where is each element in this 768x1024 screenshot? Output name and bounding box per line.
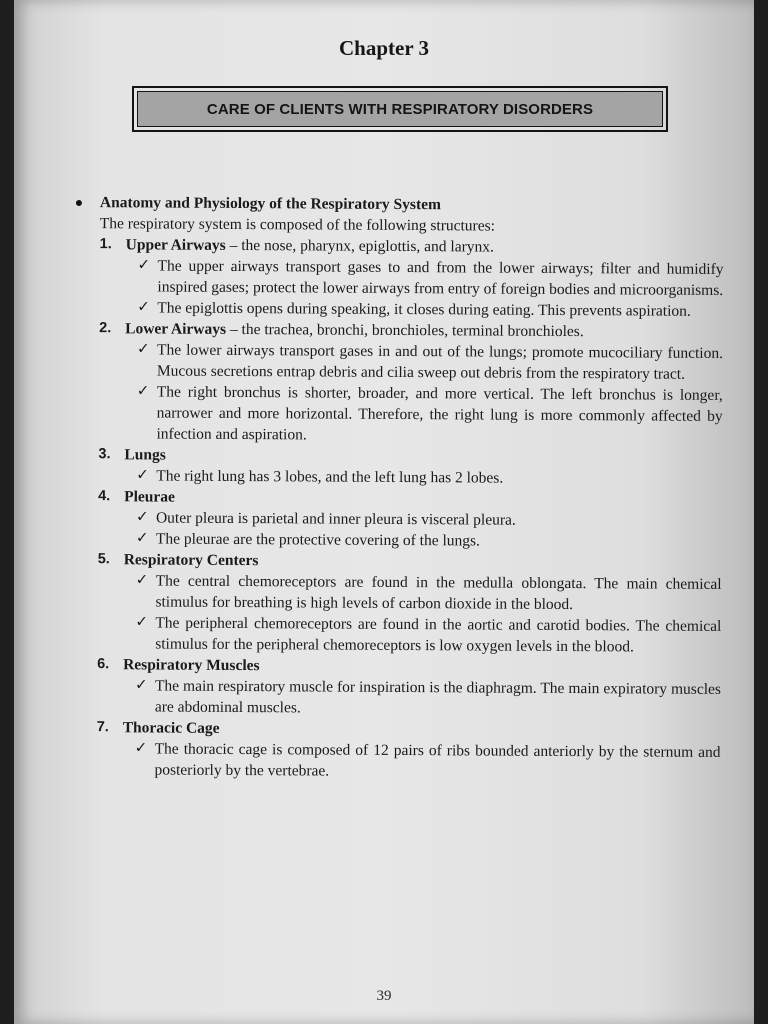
check-point-text: Outer pleura is parietal and inner pleura is visceral pleura. — [155, 509, 516, 529]
check-point-text: The lower airways transport gases in and out of the lungs; promote mucociliary function. Mucous secretions entrap debris and cilia sweep out debris from the respiratory tract. — [156, 341, 724, 383]
list-item — [71, 654, 721, 721]
check-point — [71, 570, 721, 616]
list-item-title: Upper Airways — [125, 236, 226, 254]
check-point-text: The peripheral chemoreceptors are found in the aortic and carotid bodies. The chemical stimulus for the peripheral chemoreceptors is low oxygen levels in the blood. — [155, 614, 722, 656]
section-intro: The respiratory system is composed of the following structures: — [99, 215, 496, 235]
list-number: 3. — [98, 446, 111, 463]
checkmark-icon: ✓ — [135, 572, 149, 589]
book-page — [14, 0, 754, 1024]
structure-list — [70, 234, 723, 784]
list-item-title: Respiratory Centers — [123, 551, 259, 570]
bullet-icon — [76, 200, 82, 206]
list-item — [72, 486, 722, 553]
check-point-text: The pleurae are the protective covering of the lungs. — [155, 530, 481, 550]
checkmark-icon: ✓ — [136, 467, 149, 484]
list-item — [71, 549, 722, 658]
list-item-title: Respiratory Muscles — [123, 656, 260, 675]
list-item-title: Thoracic Cage — [122, 719, 220, 737]
check-point — [71, 612, 721, 658]
checkmark-icon: ✓ — [134, 740, 148, 757]
list-item — [72, 444, 722, 490]
check-point — [70, 738, 720, 784]
check-point-text: The epiglottis opens during speaking, it closes during eating. This prevents aspiration. — [157, 299, 691, 320]
list-item-title: Lower Airways — [125, 320, 227, 338]
chapter-title-banner — [132, 86, 668, 132]
check-point-text: The right bronchus is shorter, broader, and more vertical. The left bronchus is longer, narrower and more horizontal. Therefore, the right lung is more commonly affected by infection and aspiration. — [156, 383, 723, 444]
checkmark-icon: ✓ — [135, 530, 149, 547]
list-number: 7. — [96, 719, 109, 736]
list-item — [70, 717, 720, 784]
check-point-text: The right lung has 3 lobes, and the left lung has 2 lobes. — [156, 467, 504, 487]
list-item-description: – the nose, pharynx, epiglottis, and larynx. — [225, 236, 494, 256]
check-point — [72, 381, 722, 448]
section-title: Anatomy and Physiology of the Respiratory System — [74, 192, 724, 217]
chapter-title: CARE OF CLIENTS WITH RESPIRATORY DISORDERS — [206, 100, 594, 118]
list-number: 4. — [98, 488, 111, 505]
list-item-description: – the trachea, bronchi, bronchioles, terminal bronchioles. — [226, 320, 584, 341]
checkmark-icon: ✓ — [136, 341, 150, 358]
list-item — [73, 234, 724, 322]
check-point — [73, 255, 723, 301]
list-item-title: Lungs — [124, 446, 166, 464]
check-point — [71, 675, 721, 721]
chapter-heading: Chapter 3 — [338, 36, 430, 60]
check-point — [73, 339, 723, 385]
checkmark-icon: ✓ — [136, 383, 150, 400]
list-number: 2. — [99, 320, 112, 337]
list-number: 1. — [99, 236, 112, 253]
check-point-text: The main respiratory muscle for inspiration is the diaphragm. The main expiratory muscles are abdominal muscles. — [154, 677, 722, 717]
page-content — [70, 192, 724, 784]
check-point-text: The upper airways transport gases to and from the lower airways; filter and humidify inspired gases; protect the lower airways from entry of foreign bodies and microorganisms. — [157, 257, 724, 299]
checkmark-icon: ✓ — [134, 677, 148, 694]
checkmark-icon: ✓ — [137, 257, 151, 274]
list-number: 5. — [97, 551, 110, 568]
list-item-title: Pleurae — [124, 488, 175, 506]
check-point-text: The central chemoreceptors are found in the medulla oblongata. The main chemical stimulus for breathing is high levels of carbon dioxide in the blood. — [155, 572, 722, 614]
checkmark-icon: ✓ — [137, 299, 150, 316]
list-number: 6. — [97, 656, 110, 673]
check-point-text: The thoracic cage is composed of 12 pairs of ribs bounded anteriorly by the sternum and posteriorly by the vertebrae. — [154, 740, 721, 780]
list-item — [72, 318, 723, 448]
checkmark-icon: ✓ — [135, 509, 149, 526]
page-number: 39 — [376, 988, 392, 1004]
checkmark-icon: ✓ — [135, 614, 148, 631]
